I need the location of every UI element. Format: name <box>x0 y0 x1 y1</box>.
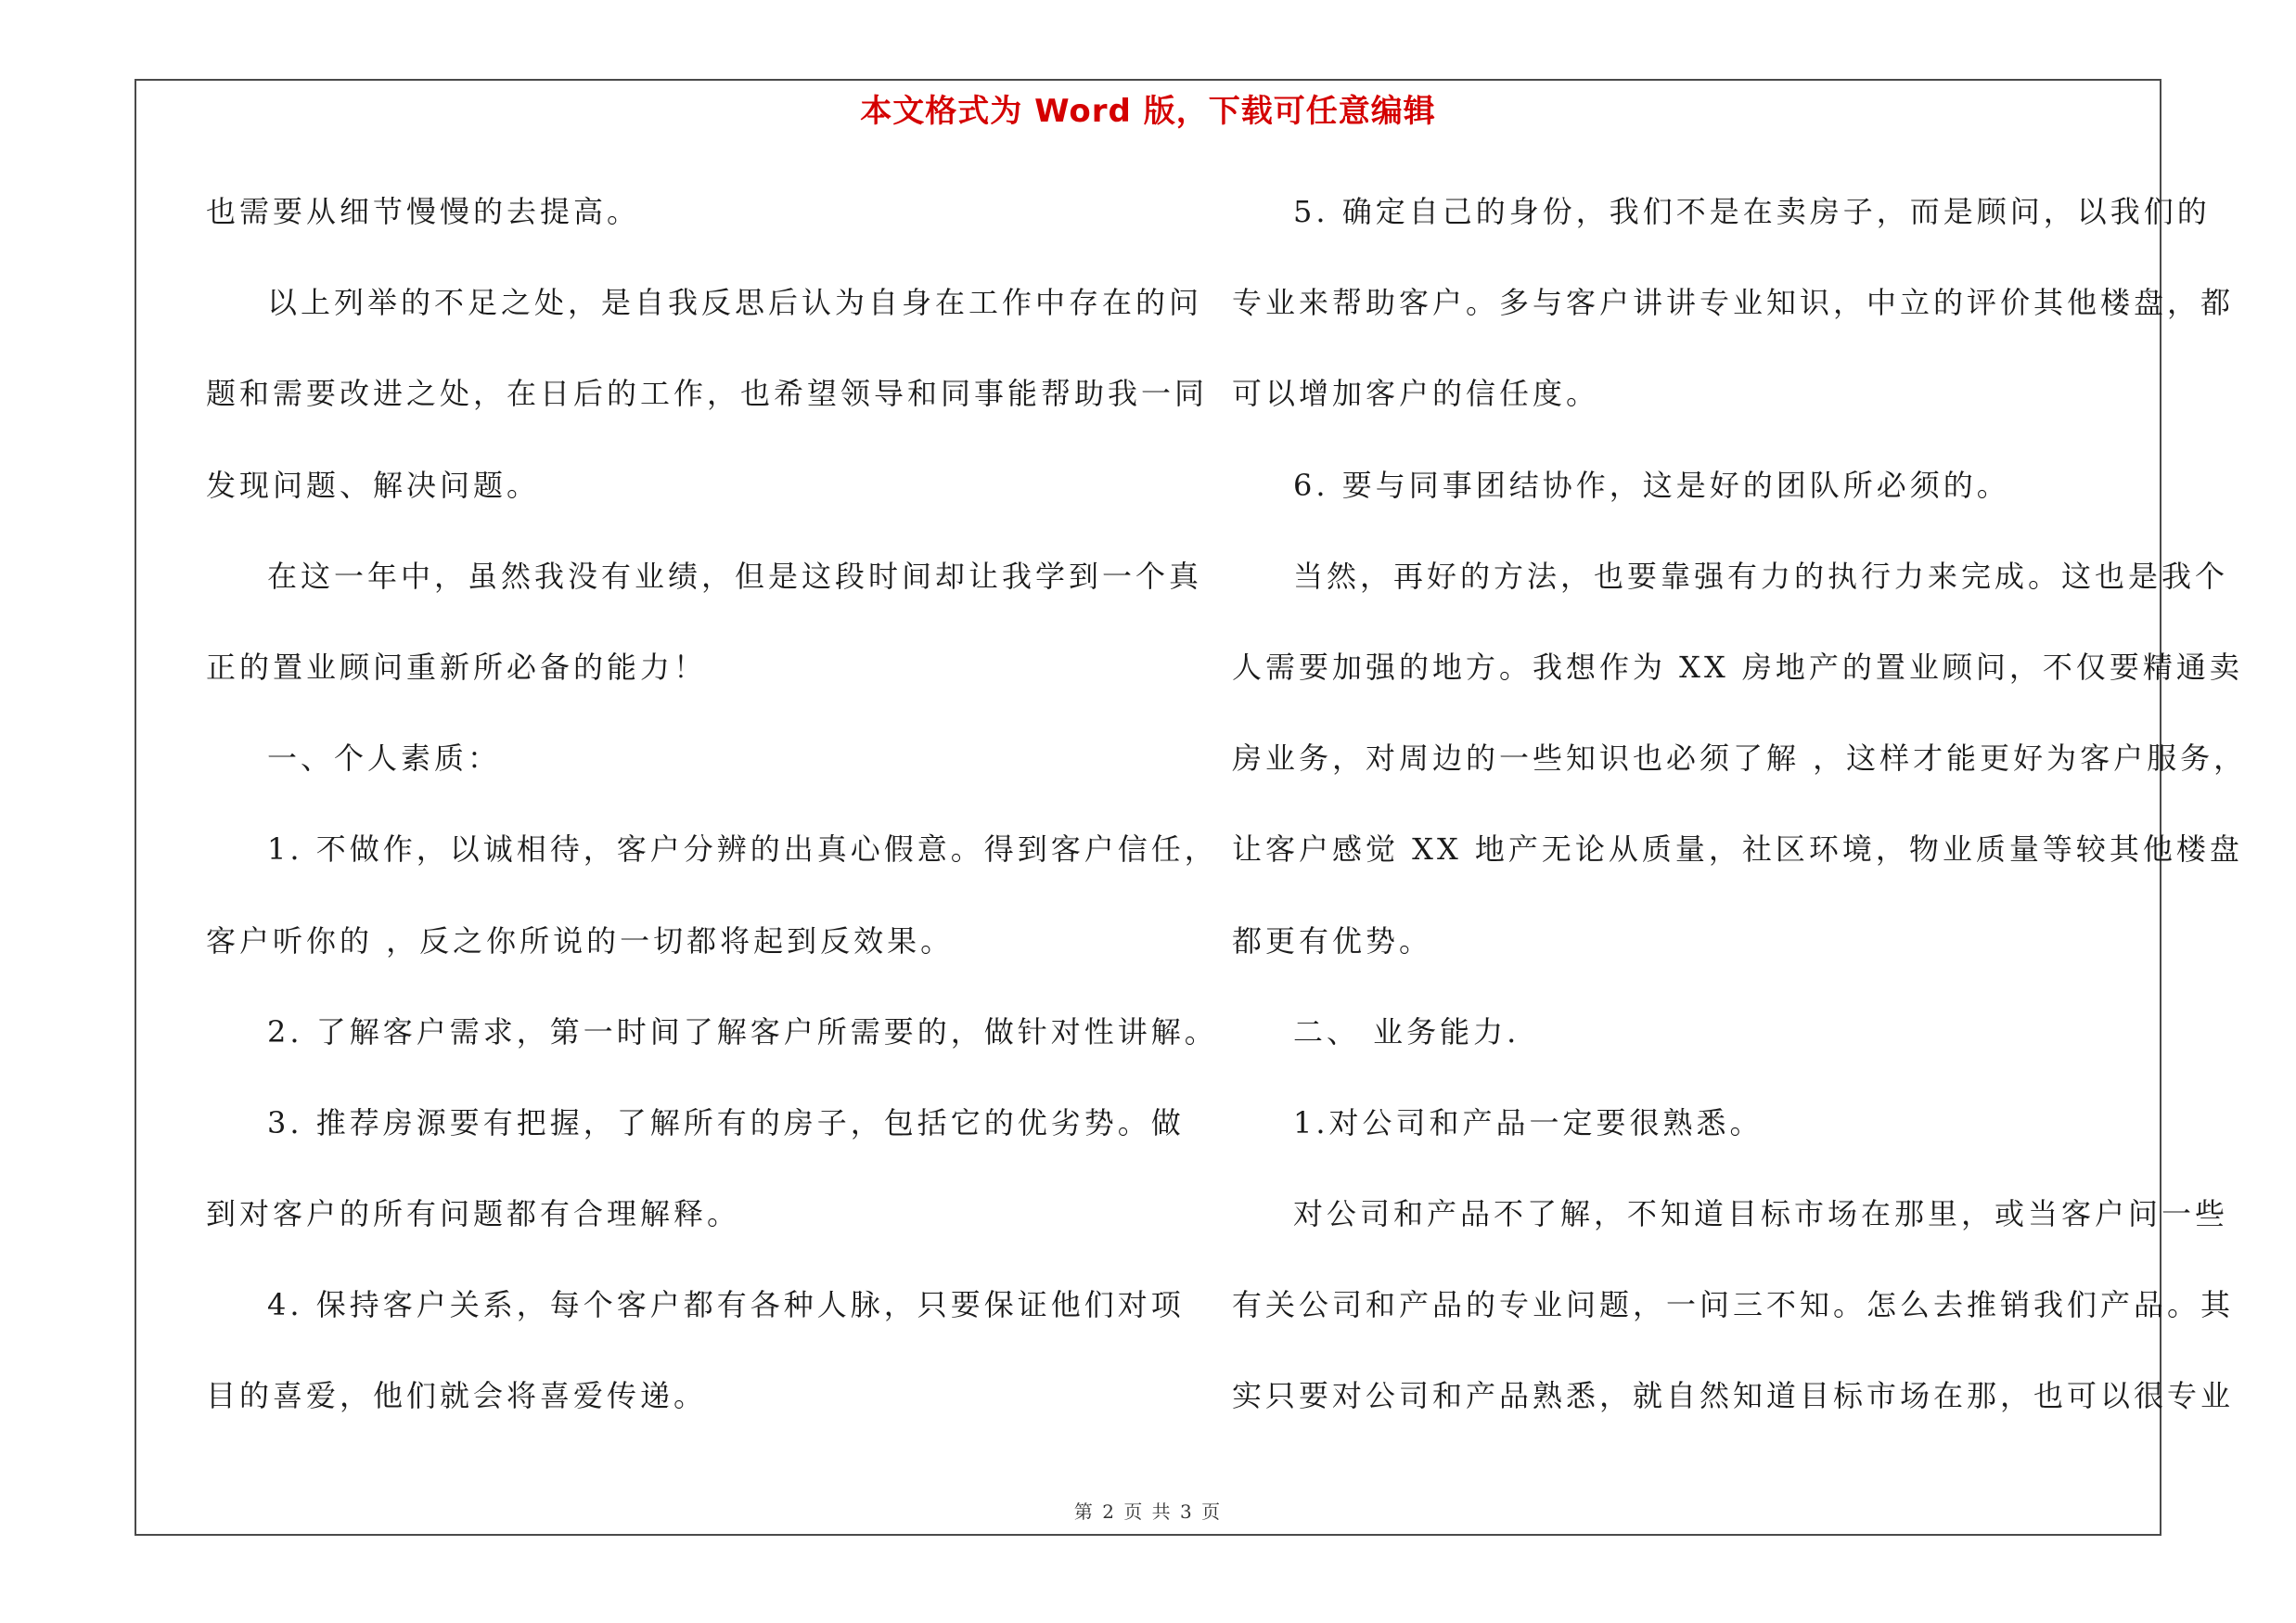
text-line: 对公司和产品不了解，不知道目标市场在那里，或当客户问一些 <box>1293 1196 2229 1232</box>
text-line: 发现问题、解决问题。 <box>206 467 541 503</box>
text-line: 6. 要与同事团结协作，这是好的团队所必须的。 <box>1293 467 2010 503</box>
text-line: 1.对公司和产品一定要很熟悉。 <box>1293 1104 1764 1140</box>
text-line: 正的置业顾问重新所必备的能力！ <box>206 649 708 685</box>
text-line: 客户听你的 ，反之你所说的一切都将起到反效果。 <box>206 922 955 959</box>
text-line: 1. 不做作，以诚相待，客户分辨的出真心假意。得到客户信任， <box>267 831 1218 868</box>
text-line: 二、 业务能力. <box>1293 1013 1520 1050</box>
left-text-column <box>206 184 1218 1460</box>
text-line: 目的喜爱，他们就会将喜爱传递。 <box>206 1378 708 1414</box>
text-line: 一、个人素质： <box>267 741 502 777</box>
text-line: 专业来帮助客户。多与客户讲讲专业知识，中立的评价其他楼盘，都 <box>1232 285 2235 321</box>
text-line: 也需要从细节慢慢的去提高。 <box>206 194 641 229</box>
text-line: 到对客户的所有问题都有合理解释。 <box>206 1196 741 1232</box>
text-line: 在这一年中，虽然我没有业绩，但是这段时间却让我学到一个真 <box>267 558 1203 594</box>
text-line: 当然，再好的方法，也要靠强有力的执行力来完成。这也是我个 <box>1293 558 2229 594</box>
text-line: 以上列举的不足之处，是自我反思后认为自身在工作中存在的问 <box>267 285 1203 321</box>
text-line: 实只要对公司和产品熟悉，就自然知道目标市场在那，也可以很专业 <box>1232 1378 2235 1414</box>
text-line: 3. 推荐房源要有把握，了解所有的房子，包括它的优劣势。做 <box>267 1104 1185 1140</box>
text-line: 房业务，对周边的一些知识也必须了解 ，这样才能更好为客户服务， <box>1232 741 2248 777</box>
text-line: 有关公司和产品的专业问题，一问三不知。怎么去推销我们产品。其 <box>1232 1287 2235 1323</box>
text-line: 4. 保持客户关系，每个客户都有各种人脉，只要保证他们对项 <box>267 1287 1185 1323</box>
right-text-column <box>1232 184 2248 1460</box>
text-line: 可以增加客户的信任度。 <box>1232 376 1600 412</box>
text-line: 5. 确定自己的身份，我们不是在卖房子，而是顾问，以我们的 <box>1293 194 2211 229</box>
text-line: 让客户感觉 XX 地产无论从质量，社区环境，物业质量等较其他楼盘 <box>1232 831 2243 868</box>
page-number-footer: 第 2 页 共 3 页 <box>1073 1501 1223 1523</box>
format-notice-banner: 本文格式为 Word 版，下载可任意编辑 <box>860 93 1436 130</box>
text-line: 都更有优势。 <box>1232 922 1433 959</box>
text-line: 题和需要改进之处，在日后的工作，也希望领导和同事能帮助我一同 <box>206 376 1209 412</box>
text-line: 人需要加强的地方。我想作为 XX 房地产的置业顾问，不仅要精通卖 <box>1232 649 2243 685</box>
text-line: 2. 了解客户需求，第一时间了解客户所需要的，做针对性讲解。 <box>267 1013 1218 1050</box>
